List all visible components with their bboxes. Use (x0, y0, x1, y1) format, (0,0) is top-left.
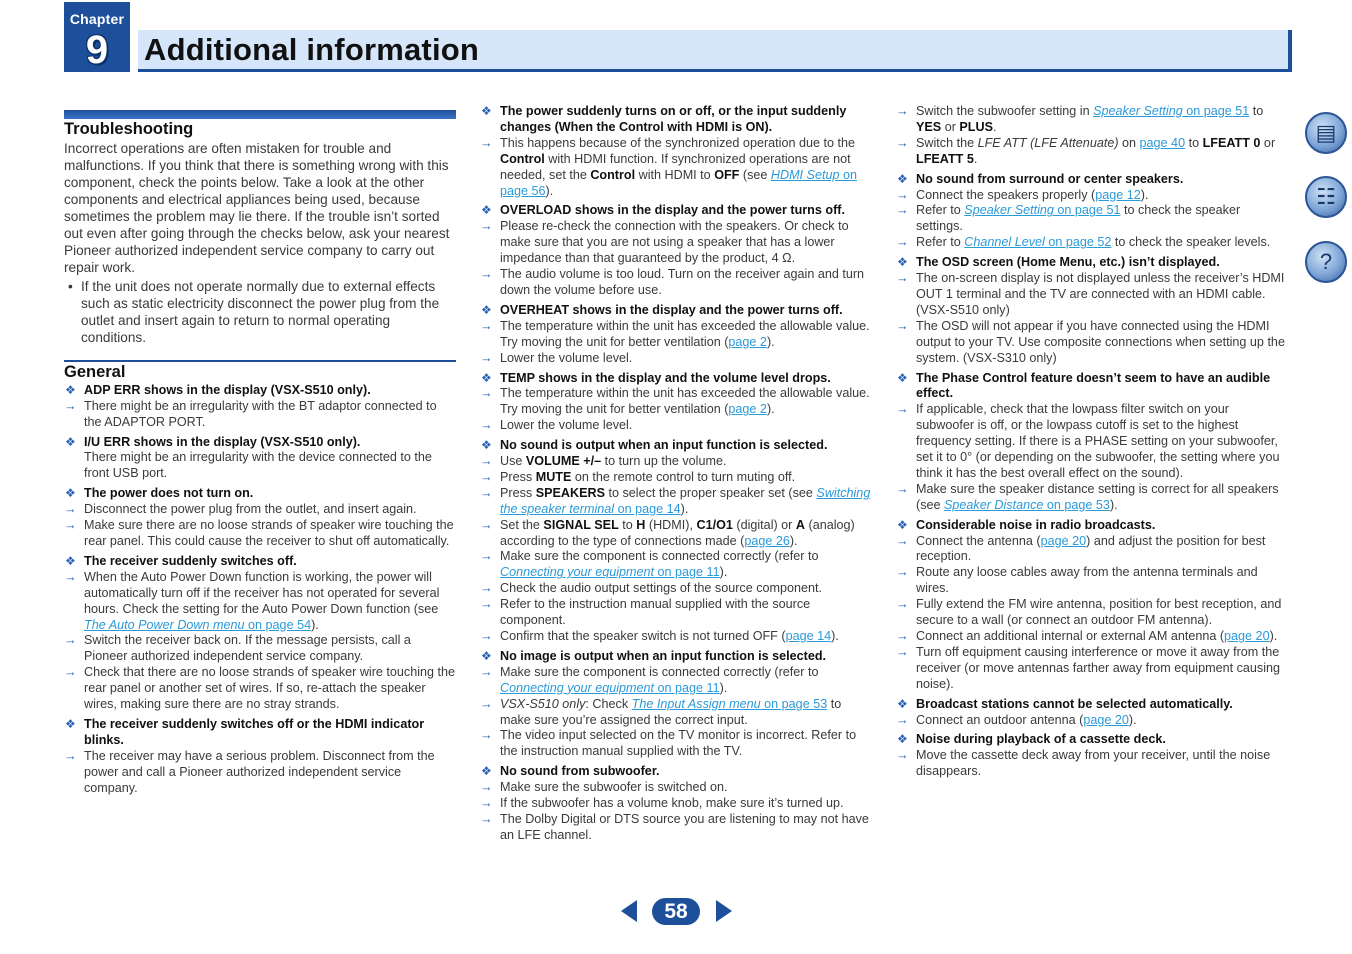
answer: → Connect the antenna (page 20) and adjust the position for best reception. (896, 533, 1266, 564)
question: ❖ TEMP shows in the display and the volume level drops. (481, 370, 831, 385)
question: ❖ ADP ERR shows in the display (VSX-S510 only). (65, 382, 371, 397)
arrow-right-icon: → (896, 629, 909, 643)
question: ❖ OVERLOAD shows in the display and the power turns off. (481, 203, 845, 218)
answer: → The on-screen display is not displayed unless the receiver’s HDMI OUT 1 terminal and the TV are connected with an HDMI cable. (VSX-S510 only) (896, 271, 1285, 317)
diamond-icon: ❖ (481, 438, 492, 453)
arrow-right-icon: → (896, 533, 909, 548)
intro-text: Incorrect operations are often mistaken for trouble and malfunctions. If you think that there is something wrong with this component, check the points below. Take a look at the other components and electrical appliances being used, because sometimes the problem may lie there. If the trouble isn’t sorted out even after going through the checks below, ask your nearest Pioneer authorized independent service company to carry out repair work. (64, 140, 450, 275)
answer: → The temperature within the unit has exceeded the allowable value. Try moving the unit for better ventilation (page 2). (480, 386, 870, 417)
answer: → If applicable, check that the lowpass filter switch on your subwoofer is off, or the lowpass cutoff is set to the highest frequency setting. If there is a PHASE setting on your subwoofer, set it to 0° (or depending on the subwoofer, the setting where you think it has the best overall effect on the sound). (896, 402, 1280, 480)
arrow-right-icon: → (480, 629, 493, 643)
question: ❖ The power does not turn on. (65, 486, 254, 501)
arrow-right-icon: → (480, 135, 493, 150)
answer: → Refer to Channel Level on page 52 to check the speaker levels. (896, 235, 1271, 250)
arrow-right-icon: → (480, 386, 493, 401)
answer: → Connect an outdoor antenna (page 20). (896, 712, 1137, 727)
link-channel-level[interactable]: Channel Level on page 52 (964, 235, 1112, 250)
diamond-icon: ❖ (897, 171, 908, 186)
question: ❖ I/U ERR shows in the display (VSX-S510 only). (65, 434, 361, 449)
page-title: Additional information (144, 32, 480, 67)
question: ❖ Noise during playback of a cassette deck. (897, 732, 1166, 747)
arrow-right-icon: → (896, 203, 909, 218)
answer: → Confirm that the speaker switch is not turned OFF (page 14). (480, 629, 839, 643)
diamond-icon: ❖ (65, 553, 76, 568)
answer: → Refer to the instruction manual supplied with the source component. (480, 597, 811, 628)
answer: → The Dolby Digital or DTS source you are listening to may not have an LFE channel. (480, 811, 869, 842)
question: ❖ Considerable noise in radio broadcasts. (897, 517, 1156, 532)
question: ❖ The power suddenly turns on or off, or the input suddenly changes (When the Control with HDMI is ON). (481, 104, 847, 134)
answer: → Press MUTE on the remote control to turn muting off. (480, 469, 796, 484)
diamond-icon: ❖ (481, 302, 492, 317)
question: ❖ No image is output when an input function is selected. (481, 648, 827, 663)
help-icon[interactable]: ? (1305, 241, 1347, 283)
arrow-right-icon: → (896, 402, 909, 417)
arrow-right-icon: → (896, 644, 909, 659)
arrow-right-icon: → (896, 235, 909, 250)
answer: → Make sure the speaker distance setting is correct for all speakers (see Speaker Distance on page 53). (896, 481, 1279, 512)
answer: There might be an irregularity with the device connected to the front USB port. (84, 450, 432, 481)
answer: → Make sure the component is connected correctly (refer to Connecting your equipment on page 11). (480, 549, 819, 580)
answer: → Make sure the subwoofer is switched on. (480, 780, 728, 795)
arrow-right-icon: → (896, 748, 909, 763)
diamond-icon: ❖ (897, 370, 908, 385)
arrow-right-icon: → (480, 469, 493, 484)
answer: → Route any loose cables away from the antenna terminals and wires. (896, 565, 1258, 596)
answer: → Press SPEAKERS to select the proper speaker set (see Switching the speaker terminal on page 14). (480, 485, 871, 516)
arrow-right-icon: → (896, 187, 909, 202)
section-divider (64, 110, 456, 119)
arrow-right-icon: → (896, 271, 909, 286)
title-bar (138, 30, 1292, 72)
link-speaker-distance[interactable]: Speaker Distance on page 53 (944, 497, 1110, 512)
arrow-right-icon: → (480, 549, 493, 564)
arrow-right-icon: → (480, 581, 493, 596)
answer: → Check that there are no loose strands of speaker wire touching the rear panel or another set of wires. If so, re-attach the speaker wires, making sure there are no stray strands. (64, 665, 456, 712)
arrow-right-icon: → (64, 569, 77, 584)
answer: → Refer to Speaker Setting on page 51 to check the speaker settings. (896, 203, 1241, 234)
answer: → Make sure the component is connected correctly (refer to Connecting your equipment on page 11). (480, 664, 819, 695)
answer: → The audio volume is too loud. Turn on the receiver again and turn down the volume before use. (480, 267, 865, 297)
answer: → Move the cassette deck away from your receiver, until the noise disappears. (896, 748, 1271, 779)
link-connecting-equipment[interactable]: Connecting your equipment on page 11 (500, 565, 720, 580)
answer: → Lower the volume level. (480, 350, 633, 365)
link-page-12[interactable]: page 12 (1095, 187, 1141, 202)
diamond-icon: ❖ (481, 648, 492, 663)
previous-page-button[interactable] (621, 900, 637, 922)
arrow-right-icon: → (480, 780, 493, 795)
link-page-14[interactable]: page 14 (785, 629, 832, 643)
column-1 (64, 104, 456, 796)
arrow-right-icon: → (480, 318, 493, 333)
page-number: 58 (652, 898, 700, 925)
bullet-item: • If the unit does not operate normally due to external effects such as static electricity disconnect the power plug from the outlet and insert again to return to normal operating conditions. (64, 278, 456, 346)
arrow-right-icon: → (480, 350, 493, 365)
arrow-right-icon: → (480, 485, 493, 500)
arrow-right-icon: → (480, 728, 493, 743)
link-connecting-equipment[interactable]: Connecting your equipment on page 11 (500, 680, 720, 695)
link-page-26[interactable]: page 26 (744, 533, 790, 548)
answer: → Fully extend the FM wire antenna, position for best reception, and secure to a wall (or connect an outdoor FM antenna). (896, 597, 1282, 628)
arrow-right-icon: → (480, 219, 493, 234)
link-hdmi-setup[interactable]: HDMI Setup on page 56 (500, 167, 857, 198)
answer: → VSX-S510 only: Check The Input Assign menu on page 53 to make sure you’re assigned the correct input. (480, 696, 842, 727)
answer: → If the subwoofer has a volume knob, make sure it’s turned up. (480, 796, 844, 811)
arrow-right-icon: → (64, 502, 77, 517)
question: ❖ OVERHEAT shows in the display and the power turns off. (481, 302, 843, 317)
answer: → Use VOLUME +/– to turn up the volume. (480, 454, 727, 469)
diamond-icon: ❖ (481, 203, 492, 218)
diamond-icon: ❖ (65, 434, 76, 449)
arrow-right-icon: → (896, 104, 909, 118)
answer: → The receiver may have a serious problem. Disconnect from the power and call a Pioneer authorized independent service company. (64, 748, 435, 795)
column-2 (480, 104, 872, 844)
section-divider (64, 360, 456, 362)
link-page-2[interactable]: page 2 (728, 334, 767, 349)
question: ❖ Broadcast stations cannot be selected automatically. (897, 696, 1233, 711)
question: ❖ The receiver suddenly switches off. (65, 553, 297, 568)
answer: → Disconnect the power plug from the outlet, and insert again. (64, 502, 417, 517)
diamond-icon: ❖ (65, 486, 76, 501)
next-page-button[interactable] (716, 900, 732, 922)
arrow-right-icon: → (480, 454, 493, 469)
link-speaker-setting[interactable]: Speaker Setting on page 51 (964, 203, 1121, 218)
question: ❖ The OSD screen (Home Menu, etc.) isn’t displayed. (897, 255, 1220, 270)
answer: → Please re-check the connection with the speakers. Or check to make sure that you are not using a speaker that has a lower impedance than that guaranteed by the product, 4 Ω. (480, 219, 849, 266)
answer: → Connect the speakers properly (page 12). (896, 187, 1149, 202)
diamond-icon: ❖ (481, 764, 492, 779)
answer: → The OSD will not appear if you have connected using the HDMI output to your TV. Use composite connections when setting up the system. (VSX-S310 only) (896, 318, 1285, 365)
diamond-icon: ❖ (481, 104, 492, 118)
arrow-right-icon: → (64, 398, 77, 413)
arrow-right-icon: → (480, 418, 493, 433)
question: ❖ The receiver suddenly switches off or the HDMI indicator blinks. (65, 716, 425, 747)
remote-control-icon[interactable]: ☷ (1305, 176, 1347, 218)
arrow-right-icon: → (480, 811, 493, 826)
question: ❖ No sound is output when an input function is selected. (481, 438, 828, 453)
arrow-right-icon: → (896, 597, 909, 612)
answer: → Connect an additional internal or external AM antenna (page 20). (896, 629, 1278, 643)
question: ❖ No sound from surround or center speakers. (897, 171, 1184, 186)
answer: → Switch the LFE ATT (LFE Attenuate) on page 40 to LFEATT 0 or LFEATT 5. (896, 135, 1276, 166)
diamond-icon: ❖ (897, 255, 908, 270)
arrow-right-icon: → (896, 135, 909, 150)
book-icon[interactable]: ▤ (1305, 112, 1347, 154)
link-switching-speaker-terminal[interactable]: Switching the speaker terminal on page 14 (500, 485, 871, 516)
diamond-icon: ❖ (65, 716, 76, 731)
answer: → Turn off equipment causing interference or move it away from the receiver (or move antennas farther away from equipment causing noise). (896, 644, 1280, 691)
link-page-40[interactable]: page 40 (1139, 135, 1186, 150)
arrow-right-icon: → (480, 267, 493, 282)
chapter-number: 9 (85, 28, 109, 72)
answer: → The video input selected on the TV monitor is incorrect. Refer to the instruction manual supplied with the TV. (480, 728, 857, 759)
link-page-20[interactable]: page 20 (1040, 533, 1087, 548)
link-speaker-setting[interactable]: Speaker Setting on page 51 (1093, 104, 1250, 118)
arrow-right-icon: → (480, 664, 493, 679)
diamond-icon: ❖ (897, 696, 908, 711)
chapter-label: Chapter (69, 11, 125, 27)
link-page-2[interactable]: page 2 (728, 402, 767, 417)
answer: → Switch the subwoofer setting in Speaker Setting on page 51 to YES or PLUS. (896, 104, 1264, 134)
link-page-20[interactable]: page 20 (1083, 712, 1129, 727)
answer: → Check the audio output settings of the source component. (480, 581, 823, 596)
arrow-right-icon: → (480, 597, 493, 612)
diamond-icon: ❖ (481, 370, 492, 385)
arrow-right-icon: → (896, 565, 909, 580)
arrow-right-icon: → (896, 481, 909, 496)
link-page-20[interactable]: page 20 (1224, 629, 1270, 643)
link-input-assign-menu[interactable]: The Input Assign menu on page 53 (631, 696, 828, 711)
diamond-icon: ❖ (897, 732, 908, 747)
arrow-right-icon: → (896, 712, 909, 727)
answer: → Lower the volume level. (480, 418, 633, 433)
answer: → Make sure there are no loose strands of speaker wire touching the rear panel. This could cause the receiver to shut off automatically. (64, 518, 454, 548)
diamond-icon: ❖ (897, 517, 908, 532)
question: ❖ The Phase Control feature doesn’t seem to have an audible effect. (897, 370, 1271, 401)
arrow-right-icon: → (480, 696, 493, 711)
answer: → There might be an irregularity with the BT adaptor connected to the ADAPTOR PORT. (64, 398, 437, 429)
diamond-icon: ❖ (65, 382, 76, 397)
link-auto-power-down[interactable]: The Auto Power Down menu on page 54 (84, 617, 312, 632)
arrow-right-icon: → (480, 796, 493, 811)
arrow-right-icon: → (64, 748, 77, 763)
answer: → The temperature within the unit has exceeded the allowable value. Try moving the unit for better ventilation (page 2). (480, 318, 870, 349)
answer: → This happens because of the synchronized operation due to the Control with HDMI function. If synchronized operations are not needed, set the Control with HDMI to OFF (see HDMI Setup on page 56). (480, 135, 857, 198)
chapter-badge (64, 2, 130, 72)
arrow-right-icon: → (64, 633, 77, 648)
general-heading: General (64, 362, 126, 381)
arrow-right-icon: → (64, 518, 77, 533)
answer: → When the Auto Power Down function is working, the power will automatically turn off if the receiver has not operated for several hours. Check the setting for the Auto Power Down function (see The Auto Power Down menu on page 54). (64, 569, 440, 632)
arrow-right-icon: → (64, 665, 77, 680)
answer: → Switch the receiver back on. If the message persists, call a Pioneer authorized independent service company. (64, 633, 411, 664)
answer: → Set the SIGNAL SEL to H (HDMI), C1/O1 (digital) or A (analog) according to the type of connections made (page 26). (480, 517, 855, 548)
arrow-right-icon: → (480, 517, 493, 532)
question: ❖ No sound from subwoofer. (481, 764, 660, 779)
troubleshooting-heading: Troubleshooting (64, 120, 194, 138)
arrow-right-icon: → (896, 318, 909, 333)
column-3 (896, 104, 1288, 780)
